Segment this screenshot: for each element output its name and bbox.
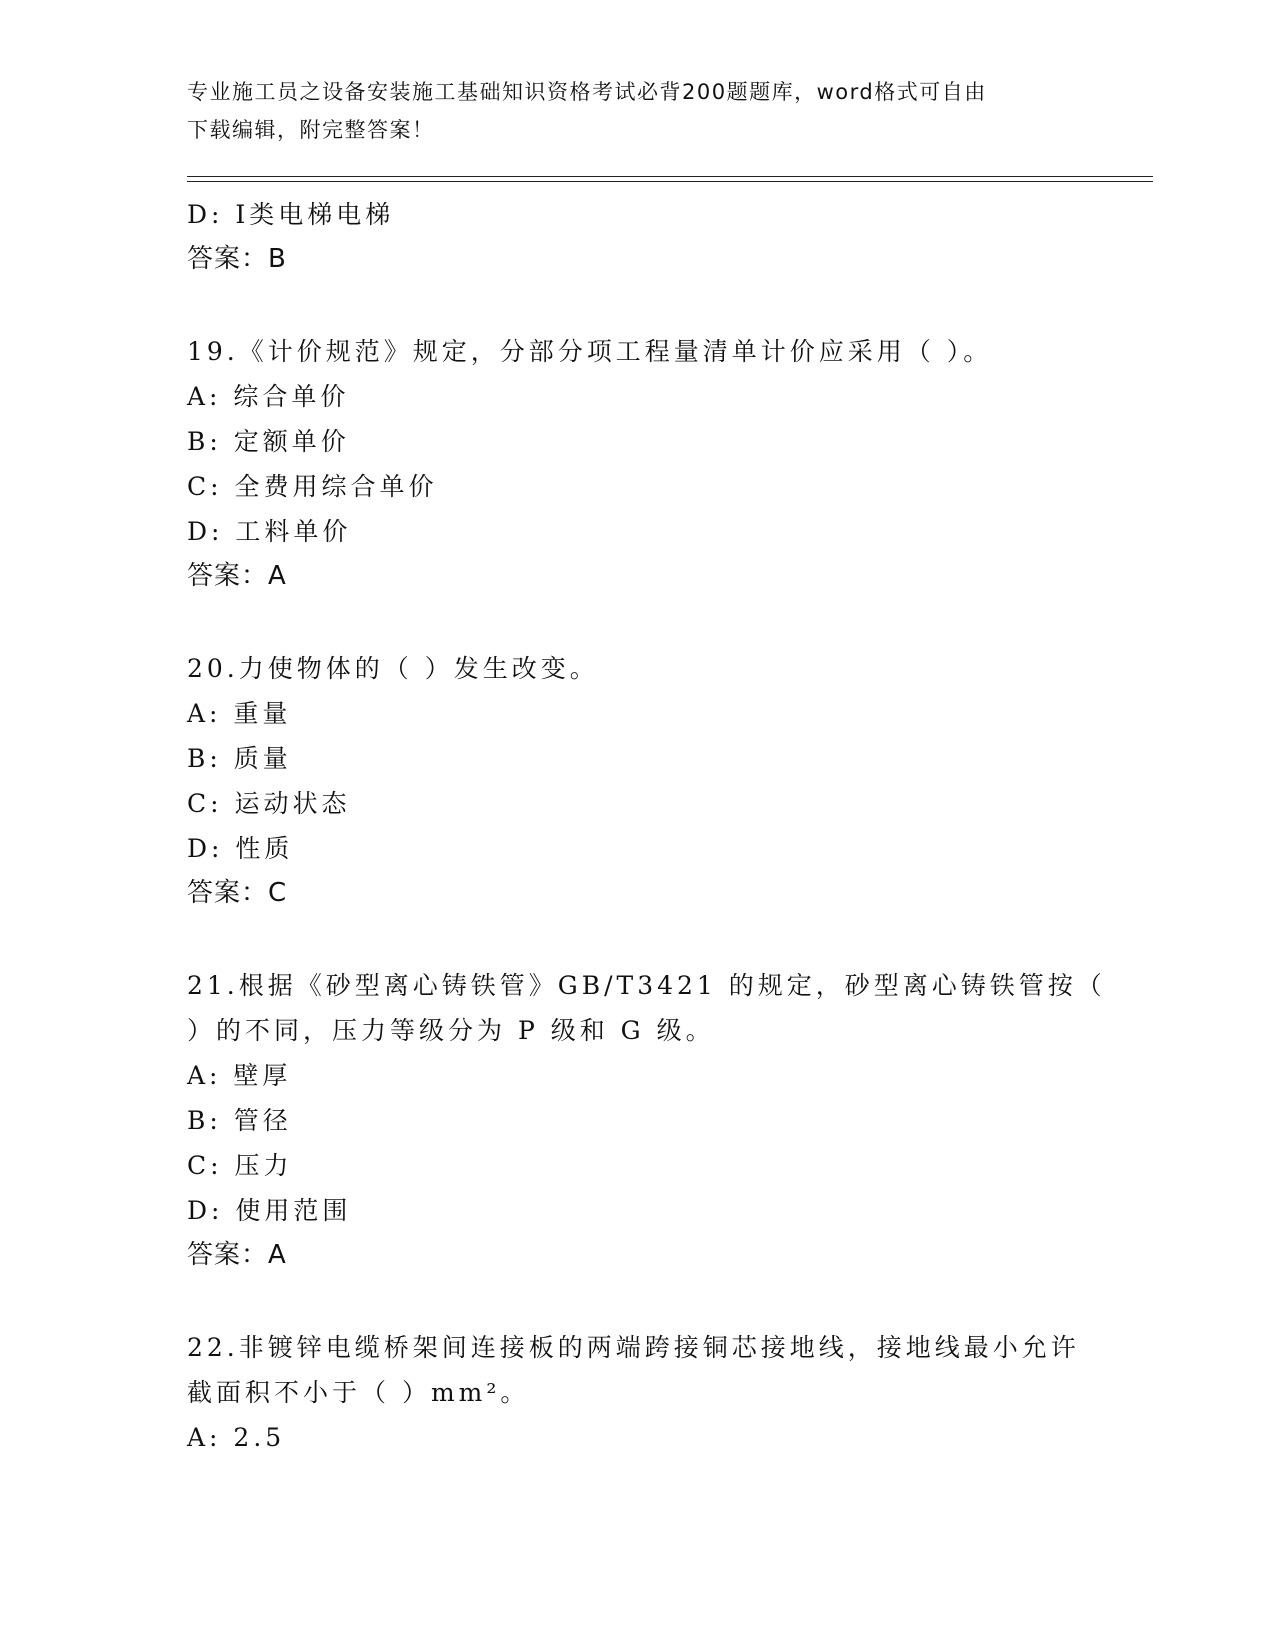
answer-line: 答案：A [187,1240,287,1270]
option-a: A: 综合单价 [187,382,350,411]
header-line-2: 下载编辑，附完整答案！ [187,118,435,142]
option-c: C: 运动状态 [187,789,351,818]
option-c: C: 压力 [187,1151,293,1180]
option-d: D: 工料单价 [187,517,352,546]
answer-line: 答案：A [187,561,287,591]
question-20 [187,646,1087,916]
question-22 [187,1325,1087,1460]
answer-line: 答案：B [187,244,287,274]
option-d: D: 性质 [187,834,294,863]
question-19 [187,329,1087,599]
answer-line: 答案：C [187,878,288,908]
option-b: B: 定额单价 [187,427,350,456]
option-a: A: 重量 [187,699,292,728]
question-stem-line-2: 截面积不小于（ ）mm²。 [187,1378,530,1407]
question-list [187,192,1106,1460]
option-a: A: 壁厚 [187,1061,292,1090]
header-line-1: 专业施工员之设备安装施工基础知识资格考试必背200题题库，word格式可自由 [187,80,987,104]
header-divider-bottom [187,181,1153,182]
option-d: D: 使用范围 [187,1196,352,1225]
question-stem-line-1: 21.根据《砂型离心铸铁管》GB/T3421 的规定，砂型离心铸铁管按（ [187,971,1106,1000]
option-b: B: 质量 [187,744,292,773]
option-c: C: 全费用综合单价 [187,472,438,501]
question-stem-line-1: 22.非镀锌电缆桥架间连接板的两端跨接铜芯接地线，接地线最小允许 [187,1333,1080,1362]
question-21 [187,963,1106,1278]
header-divider-top [187,176,1153,177]
question-stem: 20.力使物体的（ ）发生改变。 [187,654,599,683]
option-b: B: 管径 [187,1106,292,1135]
document-header [187,73,1087,149]
option-d: D: Ⅰ类电梯电梯 [187,200,395,229]
question-stem: 19.《计价规范》规定，分部分项工程量清单计价应采用（ ）。 [187,337,993,366]
option-a: A: 2.5 [187,1423,286,1452]
question-stem-line-2: ）的不同，压力等级分为 P 级和 G 级。 [187,1016,715,1045]
